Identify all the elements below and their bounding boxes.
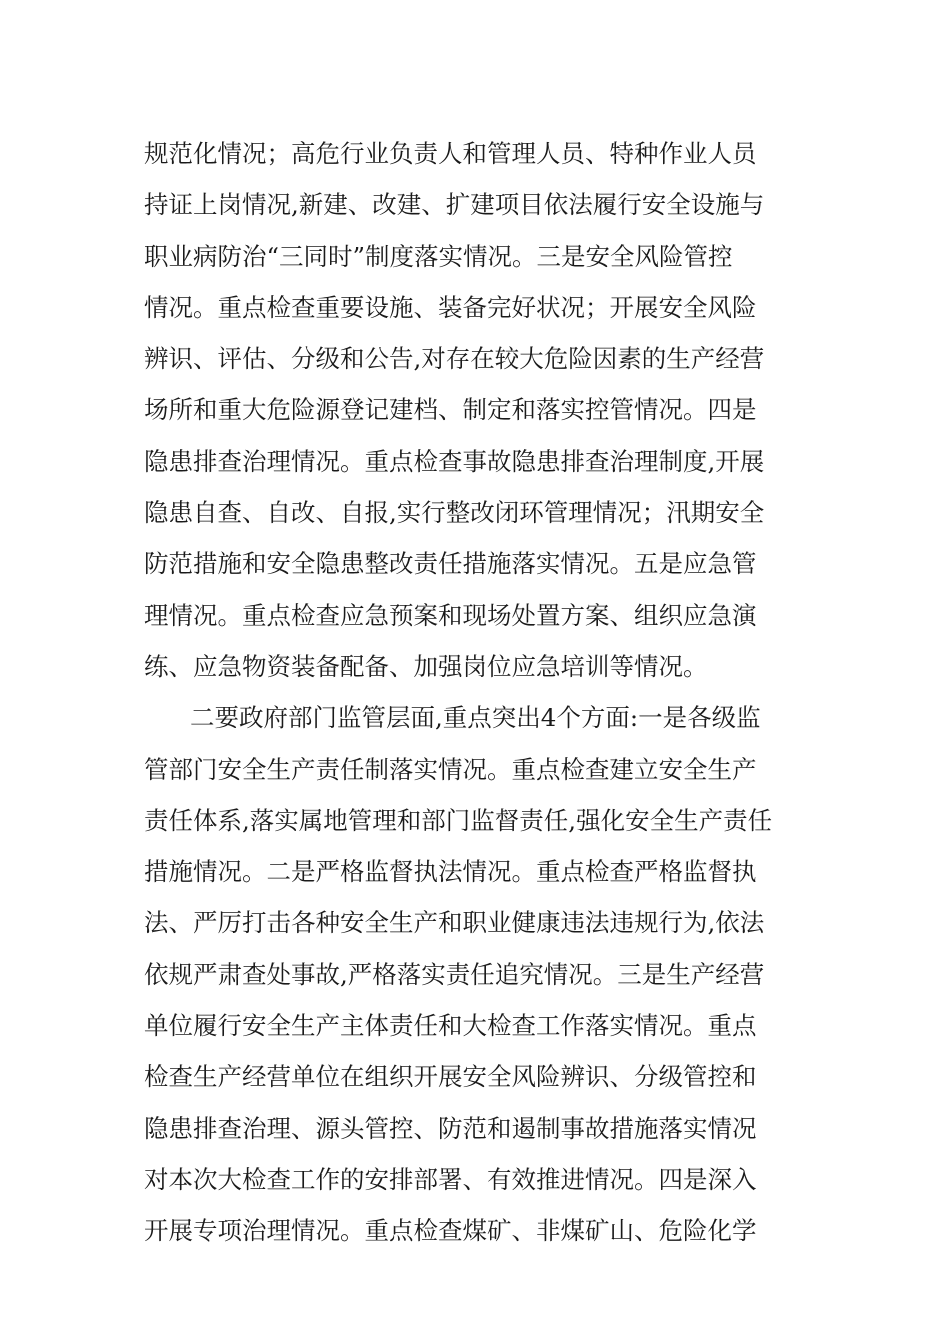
text-line: 单位履行安全生产主体责任和大检查工作落实情况。重点: [144, 1011, 757, 1041]
text-line: 法、严厉打击各种安全生产和职业健康违法违规行为,依法: [144, 908, 765, 938]
text-line: 措施情况。二是严格监督执法情况。重点检查严格监督执: [144, 857, 757, 887]
text-line: 持证上岗情况,新建、改建、扩建项目依法履行安全设施与: [144, 190, 765, 220]
text-line: 开展专项治理情况。重点检查煤矿、非煤矿山、危险化学: [144, 1216, 757, 1246]
text-line: 防范措施和安全隐患整改责任措施落实情况。五是应急管: [144, 549, 757, 579]
text-line: 隐患自查、自改、自报,实行整改闭环管理情况；汛期安全: [144, 498, 765, 528]
text-line: 责任体系,落实属地管理和部门监督责任,强化安全生产责任: [144, 805, 773, 835]
text-line: 理情况。重点检查应急预案和现场处置方案、组织应急演: [144, 600, 757, 630]
text-line: 场所和重大危险源登记建档、制定和落实控管情况。四是: [144, 395, 757, 425]
text-line: 辨识、评估、分级和公告,对存在较大危险因素的生产经营: [144, 344, 765, 374]
text-line: 隐患排查治理、源头管控、防范和遏制事故措施落实情况: [144, 1113, 757, 1143]
text-line: 对本次大检查工作的安排部署、有效推进情况。四是深入: [144, 1164, 757, 1194]
text-line: 练、应急物资装备配备、加强岗位应急培训等情况。: [144, 651, 708, 681]
text-line: 检查生产经营单位在组织开展安全风险辨识、分级管控和: [144, 1062, 757, 1092]
text-line: 管部门安全生产责任制落实情况。重点检查建立安全生产: [144, 754, 757, 784]
paragraph-start-line: 二要政府部门监管层面,重点突出4个方面:一是各级监: [190, 703, 761, 733]
body-text: [144, 128, 814, 1257]
text-line: 规范化情况；高危行业负责人和管理人员、特种作业人员: [144, 139, 757, 168]
text-line: 情况。重点检查重要设施、装备完好状况；开展安全风险: [144, 292, 757, 322]
text-line: 隐患排查治理情况。重点检查事故隐患排查治理制度,开展: [144, 446, 765, 476]
text-line: 依规严肃查处事故,严格落实责任追究情况。三是生产经营: [144, 959, 765, 989]
text-line: 职业病防治“三同时”制度落实情况。三是安全风险管控: [144, 241, 733, 271]
